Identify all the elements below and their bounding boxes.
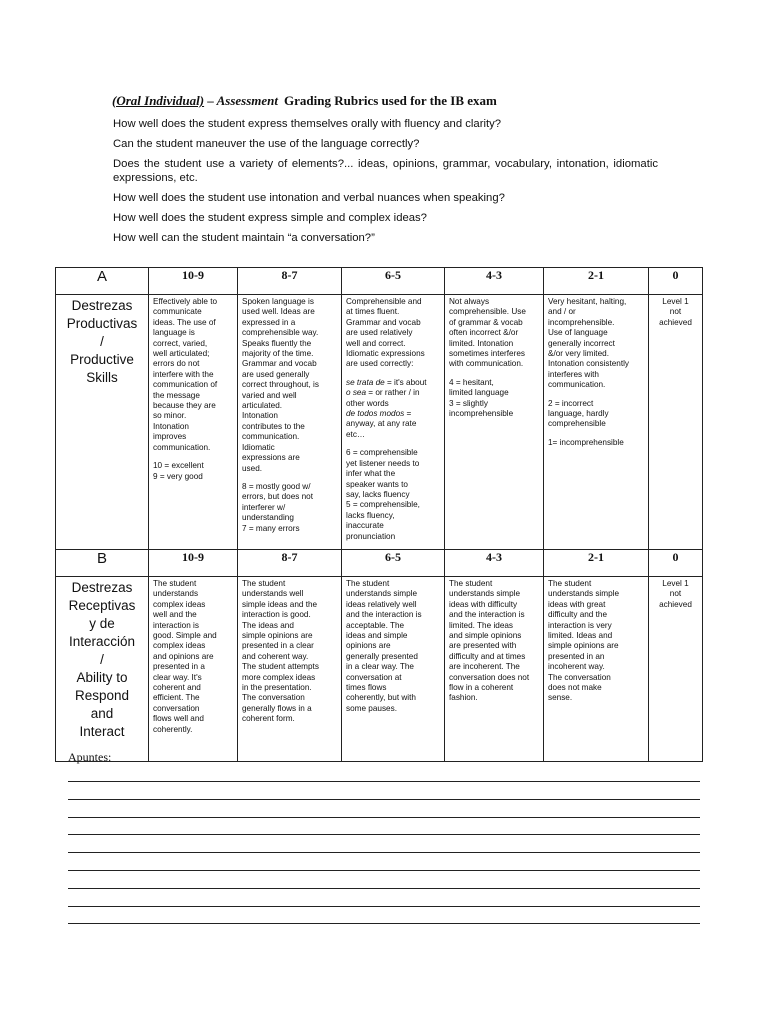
text-line: ideas and simple xyxy=(346,631,408,641)
text-line: clear way. It's xyxy=(153,672,202,682)
text-line: inaccurate xyxy=(346,521,384,531)
question-item: How well does the student use intonation and verbal nuances when speaking? xyxy=(113,192,505,204)
text-line: ideas. The use of xyxy=(153,317,216,327)
text-line: flows well and xyxy=(153,714,204,724)
text-line: The student xyxy=(346,579,390,588)
descriptor-cell xyxy=(445,295,544,550)
score-header: 0 xyxy=(649,268,703,295)
text-line: anyway, at any rate xyxy=(346,419,417,429)
text-line: communicate xyxy=(153,307,202,317)
text-line: are used relatively xyxy=(346,328,413,338)
descriptor-cell xyxy=(649,577,703,762)
score-header: 2-1 xyxy=(544,268,649,295)
score-header: 4-3 xyxy=(445,550,544,577)
note-line xyxy=(68,852,700,853)
text-line: interferer w/ xyxy=(242,502,286,512)
text-line: Interacción xyxy=(68,634,136,649)
text-line: interferes with xyxy=(548,369,599,379)
question-item: Can the student maneuver the use of the language correctly? xyxy=(113,138,420,150)
text-line: infer what the xyxy=(346,469,396,479)
text-line: sometimes interferes xyxy=(449,349,525,359)
text-line: communication. xyxy=(153,442,211,452)
text-line: generally presented xyxy=(346,651,418,661)
text-line: correct throughout, is xyxy=(242,380,319,390)
text-line: and opinions are xyxy=(153,651,214,661)
text-line: Skills xyxy=(86,370,118,385)
text-line: Productivas xyxy=(66,316,138,331)
descriptor-cell xyxy=(238,577,342,762)
text-line: incomprehensible. xyxy=(548,317,615,327)
text-line: communication. xyxy=(242,432,300,442)
text-line: 10 = excellent xyxy=(153,461,204,471)
text-line: generally incorrect xyxy=(548,338,615,348)
text-line: acceptable. The xyxy=(346,620,405,630)
note-line xyxy=(68,781,700,782)
text-line: 1= incomprehensible xyxy=(548,437,624,447)
text-line: Effectively able to xyxy=(153,297,218,306)
text-line: Grammar and vocab xyxy=(242,359,317,369)
text-line: good. Simple and xyxy=(153,631,217,641)
descriptor-cell xyxy=(149,295,238,550)
text-line: Use of language xyxy=(548,328,608,338)
note-line xyxy=(68,906,700,907)
text-line xyxy=(449,370,539,378)
text-line: speaker wants to xyxy=(346,479,408,489)
score-header: 10-9 xyxy=(149,550,238,577)
descriptor-cell xyxy=(238,295,342,550)
text-line: simple opinions are xyxy=(242,631,313,641)
text-line: coherently. xyxy=(153,724,193,734)
score-header: 10-9 xyxy=(149,268,238,295)
text-line: presented in a clear xyxy=(242,641,314,651)
score-header: 6-5 xyxy=(342,550,445,577)
score-header: 8-7 xyxy=(238,550,342,577)
text-line: expressions are xyxy=(242,453,300,463)
text-line: 9 = very good xyxy=(153,471,203,481)
descriptor-cell xyxy=(544,295,649,550)
text-line: Respond xyxy=(74,688,130,703)
text-line: well articulated; xyxy=(153,349,210,359)
text-line: conversation xyxy=(153,703,200,713)
rubric-table xyxy=(55,267,703,762)
text-line: Level 1 xyxy=(662,579,689,588)
note-line xyxy=(68,834,700,835)
text-line: improves xyxy=(153,432,187,442)
text-line: ideas with difficulty xyxy=(449,599,518,609)
text-line: coherently, but with xyxy=(346,693,416,703)
text-line: and the interaction is xyxy=(346,610,422,620)
text-line: difficulty and at times xyxy=(449,651,526,661)
text-line: ideas relatively well xyxy=(346,599,417,609)
section-a-skill-label xyxy=(56,295,149,550)
text-line xyxy=(346,440,440,448)
text-line: limited. Ideas and xyxy=(548,631,613,641)
text-line: expressed in a xyxy=(242,317,296,327)
text-line: because they are xyxy=(153,401,216,411)
question-item: Does the student use a variety of elements?... ideas, opinions, grammar, vocabulary, intonation, idiomatic expressions, etc. xyxy=(113,158,658,184)
notes-label: Apuntes: xyxy=(68,750,112,764)
text-line xyxy=(548,430,644,438)
text-line: at times fluent. xyxy=(346,307,400,317)
text-line: complex ideas xyxy=(153,641,206,651)
text-line: the message xyxy=(153,390,200,400)
text-line: 2 = incorrect xyxy=(548,398,594,408)
note-line xyxy=(68,870,700,871)
text-line: in the presentation. xyxy=(242,683,312,693)
note-line xyxy=(68,817,700,818)
text-line: understands simple xyxy=(449,589,520,599)
text-line: Comprehensible and xyxy=(346,297,422,306)
text-line: interaction is good. xyxy=(242,610,311,620)
text-line: comprehensible. Use xyxy=(449,307,526,317)
text-line: Idiomatic expressions xyxy=(346,349,425,359)
text-line: well and correct. xyxy=(346,338,406,348)
text-line: generally flows in a xyxy=(242,703,312,713)
note-line xyxy=(68,799,700,800)
text-line: flow in a coherent xyxy=(449,683,514,693)
text-line: varied and well xyxy=(242,390,297,400)
score-header: 0 xyxy=(649,550,703,577)
text-line: limited. Intonation xyxy=(449,338,514,348)
text-line: lacks fluency, xyxy=(346,510,395,520)
text-line: The student xyxy=(242,579,286,588)
text-line: in a clear way. The xyxy=(346,662,414,672)
question-list xyxy=(113,117,658,251)
title-assessment: – Assessment xyxy=(204,93,279,108)
text-line: Interact xyxy=(79,724,125,739)
section-a-letter: A xyxy=(56,268,149,295)
text-line: fashion. xyxy=(449,693,478,703)
text-line: understands simple xyxy=(548,589,619,599)
text-line xyxy=(346,370,440,378)
text-line: 5 = comprehensible, xyxy=(346,500,420,510)
text-line: presented in an xyxy=(548,651,605,661)
question-item: How well can the student maintain “a conversation?” xyxy=(113,232,375,244)
text-line: 3 = slightly xyxy=(449,398,488,408)
text-line: other words xyxy=(346,398,389,408)
text-line: pronunciation xyxy=(346,531,396,541)
text-line: Spoken language is xyxy=(242,297,314,306)
text-line: sense. xyxy=(548,693,573,703)
text-line: and xyxy=(90,706,114,721)
text-line: yet listener needs to xyxy=(346,458,420,468)
text-line: ideas with great xyxy=(548,599,606,609)
text-line: Grammar and vocab xyxy=(346,317,421,327)
text-line: The ideas and xyxy=(242,620,294,630)
section-b-letter: B xyxy=(56,550,149,577)
text-line: complex ideas xyxy=(153,599,206,609)
text-line: are used correctly: xyxy=(346,359,414,369)
descriptor-cell xyxy=(342,577,445,762)
descriptor-cell xyxy=(649,295,703,550)
text-line: 8 = mostly good w/ xyxy=(242,481,311,491)
text-line: and the interaction is xyxy=(449,610,525,620)
text-line: incomprehensible xyxy=(449,409,514,419)
text-line: The conversation xyxy=(548,672,611,682)
score-header: 2-1 xyxy=(544,550,649,577)
page-title xyxy=(112,93,497,109)
text-line: limited language xyxy=(449,388,509,398)
text-line: not xyxy=(669,589,682,599)
text-line: Ability to xyxy=(76,670,128,685)
text-line: efficient. The xyxy=(153,693,200,703)
text-line: does not make xyxy=(548,683,602,693)
section-b-skill-label xyxy=(56,577,149,762)
text-line: are used generally xyxy=(242,369,310,379)
text-line: of grammar & vocab xyxy=(449,317,523,327)
text-line: and simple opinions xyxy=(449,631,522,641)
section-a-header-row xyxy=(56,268,703,295)
text-line: say, lacks fluency xyxy=(346,489,410,499)
text-line: are presented with xyxy=(449,641,517,651)
text-line: Productive xyxy=(70,352,134,367)
text-line: articulated. xyxy=(242,401,283,411)
text-line: errors do not xyxy=(153,359,200,369)
text-line: some pauses. xyxy=(346,703,397,713)
text-line: comprehensible way. xyxy=(242,328,319,338)
text-line xyxy=(548,391,644,399)
text-line: The conversation xyxy=(242,693,305,703)
text-line: conversation does not xyxy=(449,672,530,682)
text-line: are incoherent. The xyxy=(449,662,520,672)
text-line: interaction is xyxy=(153,620,199,630)
question-item: How well does the student express themselves orally with fluency and clarity? xyxy=(113,118,502,130)
text-line: opinions are xyxy=(346,641,391,651)
text-line: Intonation xyxy=(153,421,189,431)
text-line: Intonation xyxy=(242,411,278,421)
text-line: 6 = comprehensible xyxy=(346,448,418,458)
text-line: The student xyxy=(548,579,592,588)
text-line: language, hardly xyxy=(548,409,609,419)
text-line: interfere with the xyxy=(153,369,214,379)
note-line xyxy=(68,888,700,889)
title-oral-individual: (Oral Individual) xyxy=(112,93,205,108)
text-line: correct, varied, xyxy=(153,338,208,348)
text-line: majority of the time. xyxy=(242,349,314,359)
text-line: difficulty and the xyxy=(548,610,608,620)
text-line: so minor. xyxy=(153,411,187,421)
text-line: understands well xyxy=(242,589,304,599)
score-header: 6-5 xyxy=(342,268,445,295)
text-line: used well. Ideas are xyxy=(242,307,315,317)
text-line: understands xyxy=(153,589,199,599)
text-line: Very hesitant, halting, xyxy=(548,297,627,306)
text-line xyxy=(153,453,233,461)
section-b-header-row xyxy=(56,550,703,577)
text-line: interaction is very xyxy=(548,620,612,630)
text-line: de todos modos = xyxy=(346,409,412,419)
text-line: conversation at xyxy=(346,672,402,682)
text-line: language is xyxy=(153,328,195,338)
section-a-description-row xyxy=(56,295,703,550)
text-line: Intonation consistently xyxy=(548,359,630,369)
text-line: coherent form. xyxy=(242,714,295,724)
text-line: Destrezas xyxy=(71,580,133,595)
text-line: more complex ideas xyxy=(242,672,316,682)
text-line: used. xyxy=(242,463,263,473)
text-line: understanding xyxy=(242,513,294,523)
text-line: / xyxy=(100,334,104,349)
text-line: The student xyxy=(449,579,493,588)
text-line: communication of xyxy=(153,380,218,390)
text-line: etc… xyxy=(346,429,366,439)
descriptor-cell xyxy=(342,295,445,550)
text-line: Receptivas xyxy=(68,598,136,613)
text-line: contributes to the xyxy=(242,421,305,431)
text-line: with communication. xyxy=(449,359,524,369)
text-line: often incorrect &/or xyxy=(449,328,519,338)
score-header: 4-3 xyxy=(445,268,544,295)
text-line: not xyxy=(669,307,682,317)
text-line: incoherent way. xyxy=(548,662,605,672)
text-line: comprehensible xyxy=(548,419,606,429)
text-line: communication. xyxy=(548,380,606,390)
text-line: achieved xyxy=(659,599,692,609)
score-header: 8-7 xyxy=(238,268,342,295)
text-line: / xyxy=(100,652,104,667)
text-line: well and the xyxy=(153,610,197,620)
text-line: and coherent way. xyxy=(242,651,309,661)
text-line: Level 1 xyxy=(662,297,689,306)
text-line: Speaks fluently the xyxy=(242,338,312,348)
text-line: The student attempts xyxy=(242,662,319,672)
descriptor-cell xyxy=(445,577,544,762)
text-line: o sea = or rather / in xyxy=(346,388,420,398)
text-line: simple ideas and the xyxy=(242,599,318,609)
text-line: coherent and xyxy=(153,683,201,693)
question-item: How well does the student express simple and complex ideas? xyxy=(113,212,427,224)
text-line: understands simple xyxy=(346,589,417,599)
text-line: se trata de = it's about xyxy=(346,377,427,387)
title-grading-rubrics: Grading Rubrics used for the IB exam xyxy=(284,93,497,108)
text-line xyxy=(242,474,337,482)
text-line: presented in a xyxy=(153,662,205,672)
text-line: limited. The ideas xyxy=(449,620,514,630)
note-line xyxy=(68,923,700,924)
text-line: and / or xyxy=(548,307,576,317)
text-line: y de xyxy=(89,616,115,631)
descriptor-cell xyxy=(544,577,649,762)
text-line: simple opinions are xyxy=(548,641,619,651)
section-b-description-row xyxy=(56,577,703,762)
descriptor-cell xyxy=(149,577,238,762)
text-line: Idiomatic xyxy=(242,442,275,452)
text-line: The student xyxy=(153,579,197,588)
text-line: Destrezas xyxy=(71,298,133,313)
text-line: 7 = many errors xyxy=(242,523,300,533)
text-line: &/or very limited. xyxy=(548,349,609,359)
text-line: achieved xyxy=(659,317,692,327)
text-line: errors, but does not xyxy=(242,492,313,502)
text-line: Not always xyxy=(449,297,490,306)
text-line: 4 = hesitant, xyxy=(449,377,494,387)
text-line: times flows xyxy=(346,683,387,693)
